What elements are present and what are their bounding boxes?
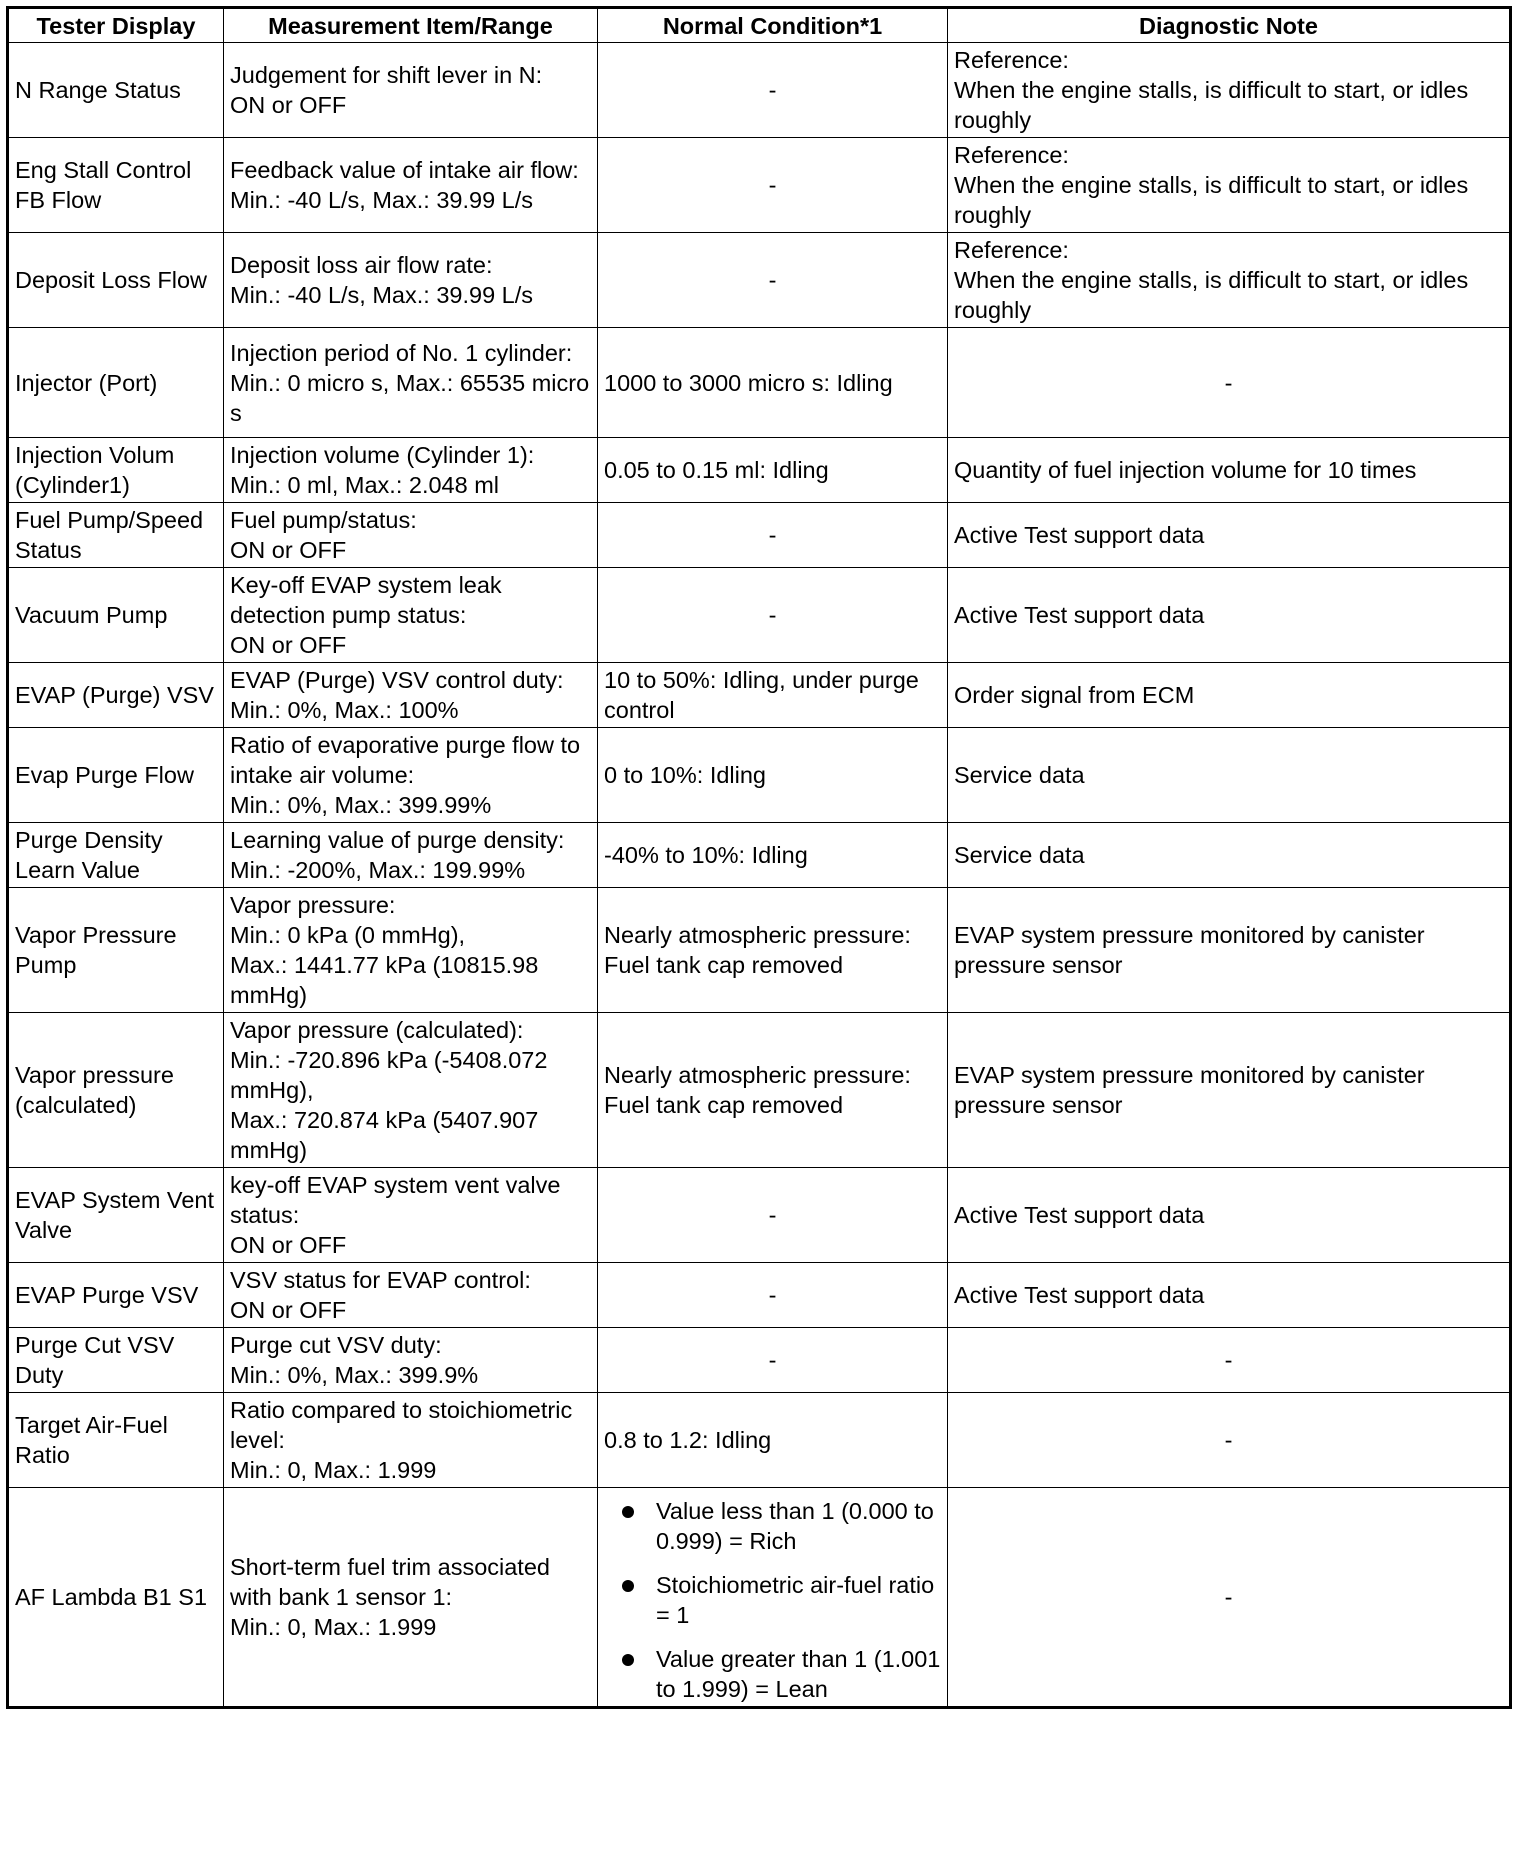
table-row [8, 888, 1511, 1013]
measurement-range-cell: Deposit loss air flow rate: Min.: -40 L/s, Max.: 39.99 L/s [224, 233, 598, 328]
diagnostic-note-cell: Quantity of fuel injection volume for 10 times [948, 438, 1511, 503]
diagnostic-note-cell: - [948, 1328, 1511, 1393]
diagnostic-note-cell: - [948, 328, 1511, 438]
measurement-range-cell: EVAP (Purge) VSV control duty: Min.: 0%, Max.: 100% [224, 663, 598, 728]
bullet-text: Value greater than 1 (1.001 to 1.999) = Lean [656, 1646, 941, 1702]
measurement-range-cell: Vapor pressure: Min.: 0 kPa (0 mmHg), Max.: 1441.77 kPa (10815.98 mmHg) [224, 888, 598, 1013]
diagnostic-note-cell: Reference: When the engine stalls, is difficult to start, or idles roughly [948, 43, 1511, 138]
bullet-item [604, 1644, 941, 1704]
measurement-range-cell: Short-term fuel trim associated with bank 1 sensor 1: Min.: 0, Max.: 1.999 [224, 1488, 598, 1708]
measurement-range-cell: Fuel pump/status: ON or OFF [224, 503, 598, 568]
table-row [8, 1013, 1511, 1168]
tester-display-cell: Evap Purge Flow [8, 728, 224, 823]
measurement-range-cell: Purge cut VSV duty: Min.: 0%, Max.: 399.9% [224, 1328, 598, 1393]
normal-condition-cell: - [598, 1328, 948, 1393]
diagnostic-note-cell: Service data [948, 823, 1511, 888]
measurement-range-cell: Feedback value of intake air flow: Min.: -40 L/s, Max.: 39.99 L/s [224, 138, 598, 233]
diagnostic-note-cell: Active Test support data [948, 1168, 1511, 1263]
measurement-range-cell: Ratio of evaporative purge flow to intake air volume: Min.: 0%, Max.: 399.99% [224, 728, 598, 823]
tester-display-cell: Purge Cut VSV Duty [8, 1328, 224, 1393]
measurement-range-cell: Learning value of purge density: Min.: -200%, Max.: 199.99% [224, 823, 598, 888]
table-row [8, 1168, 1511, 1263]
tester-display-cell: EVAP Purge VSV [8, 1263, 224, 1328]
measurement-range-cell: Injection period of No. 1 cylinder: Min.: 0 micro s, Max.: 65535 micro s [224, 328, 598, 438]
table-row [8, 1393, 1511, 1488]
header-row [8, 8, 1511, 43]
normal-condition-cell: Nearly atmospheric pressure: Fuel tank cap removed [598, 1013, 948, 1168]
table-row [8, 728, 1511, 823]
normal-condition-cell: - [598, 43, 948, 138]
data-list-table [6, 6, 1512, 1709]
normal-condition-cell: - [598, 1263, 948, 1328]
diagnostic-note-cell: Active Test support data [948, 1263, 1511, 1328]
diagnostic-note-cell: - [948, 1393, 1511, 1488]
table-row [8, 503, 1511, 568]
bullet-icon [622, 1506, 634, 1518]
tester-display-cell: EVAP (Purge) VSV [8, 663, 224, 728]
measurement-range-cell: Ratio compared to stoichiometric level: Min.: 0, Max.: 1.999 [224, 1393, 598, 1488]
table-row [8, 328, 1511, 438]
normal-condition-cell: - [598, 568, 948, 663]
measurement-range-cell: Injection volume (Cylinder 1): Min.: 0 ml, Max.: 2.048 ml [224, 438, 598, 503]
table-row [8, 43, 1511, 138]
normal-condition-cell [598, 1488, 948, 1708]
diagnostic-note-cell: Active Test support data [948, 568, 1511, 663]
tester-display-cell: N Range Status [8, 43, 224, 138]
header-diagnostic-note: Diagnostic Note [948, 8, 1511, 43]
measurement-range-cell: key-off EVAP system vent valve status: ON or OFF [224, 1168, 598, 1263]
tester-display-cell: Vacuum Pump [8, 568, 224, 663]
diagnostic-note-cell: EVAP system pressure monitored by canister pressure sensor [948, 888, 1511, 1013]
tester-display-cell: Deposit Loss Flow [8, 233, 224, 328]
normal-condition-cell: Nearly atmospheric pressure: Fuel tank cap removed [598, 888, 948, 1013]
diagnostic-note-cell: Service data [948, 728, 1511, 823]
diagnostic-note-cell: EVAP system pressure monitored by canister pressure sensor [948, 1013, 1511, 1168]
tester-display-cell: Injector (Port) [8, 328, 224, 438]
measurement-range-cell: VSV status for EVAP control: ON or OFF [224, 1263, 598, 1328]
table-row [8, 663, 1511, 728]
tester-display-cell: Vapor pressure (calculated) [8, 1013, 224, 1168]
normal-condition-cell: - [598, 1168, 948, 1263]
header-tester-display: Tester Display [8, 8, 224, 43]
normal-condition-cell: - [598, 503, 948, 568]
bullet-item [604, 1570, 941, 1630]
normal-condition-cell: - [598, 138, 948, 233]
diagnostic-note-cell: Active Test support data [948, 503, 1511, 568]
table-row [8, 1328, 1511, 1393]
bullet-text: Stoichiometric air-fuel ratio = 1 [656, 1572, 935, 1628]
table-row [8, 438, 1511, 503]
tester-display-cell: Fuel Pump/Speed Status [8, 503, 224, 568]
normal-condition-cell: 1000 to 3000 micro s: Idling [598, 328, 948, 438]
measurement-range-cell: Key-off EVAP system leak detection pump status: ON or OFF [224, 568, 598, 663]
tester-display-cell: AF Lambda B1 S1 [8, 1488, 224, 1708]
table-row [8, 1488, 1511, 1708]
header-measurement-range: Measurement Item/Range [224, 8, 598, 43]
bullet-item [604, 1496, 941, 1556]
bullet-icon [622, 1580, 634, 1592]
measurement-range-cell: Vapor pressure (calculated): Min.: -720.896 kPa (-5408.072 mmHg), Max.: 720.874 kPa (5407.907 mmHg) [224, 1013, 598, 1168]
bullet-text: Value less than 1 (0.000 to 0.999) = Rich [656, 1498, 934, 1554]
tester-display-cell: EVAP System Vent Valve [8, 1168, 224, 1263]
normal-condition-cell: - [598, 233, 948, 328]
normal-condition-cell: -40% to 10%: Idling [598, 823, 948, 888]
bullet-icon [622, 1654, 634, 1666]
tester-display-cell: Purge Density Learn Value [8, 823, 224, 888]
diagnostic-note-cell: - [948, 1488, 1511, 1708]
table-row [8, 823, 1511, 888]
diagnostic-note-cell: Order signal from ECM [948, 663, 1511, 728]
tester-display-cell: Target Air-Fuel Ratio [8, 1393, 224, 1488]
normal-condition-cell: 10 to 50%: Idling, under purge control [598, 663, 948, 728]
table-row [8, 1263, 1511, 1328]
tester-display-cell: Vapor Pressure Pump [8, 888, 224, 1013]
measurement-range-cell: Judgement for shift lever in N: ON or OFF [224, 43, 598, 138]
diagnostic-note-cell: Reference: When the engine stalls, is difficult to start, or idles roughly [948, 138, 1511, 233]
normal-condition-cell: 0.8 to 1.2: Idling [598, 1393, 948, 1488]
table-row [8, 233, 1511, 328]
tester-display-cell: Injection Volum (Cylinder1) [8, 438, 224, 503]
tester-display-cell: Eng Stall Control FB Flow [8, 138, 224, 233]
diagnostic-note-cell: Reference: When the engine stalls, is difficult to start, or idles roughly [948, 233, 1511, 328]
normal-condition-cell: 0.05 to 0.15 ml: Idling [598, 438, 948, 503]
header-normal-condition: Normal Condition*1 [598, 8, 948, 43]
bullet-list [604, 1496, 941, 1704]
data-list-table-container [6, 6, 1509, 1709]
table-row [8, 138, 1511, 233]
table-row [8, 568, 1511, 663]
normal-condition-cell: 0 to 10%: Idling [598, 728, 948, 823]
